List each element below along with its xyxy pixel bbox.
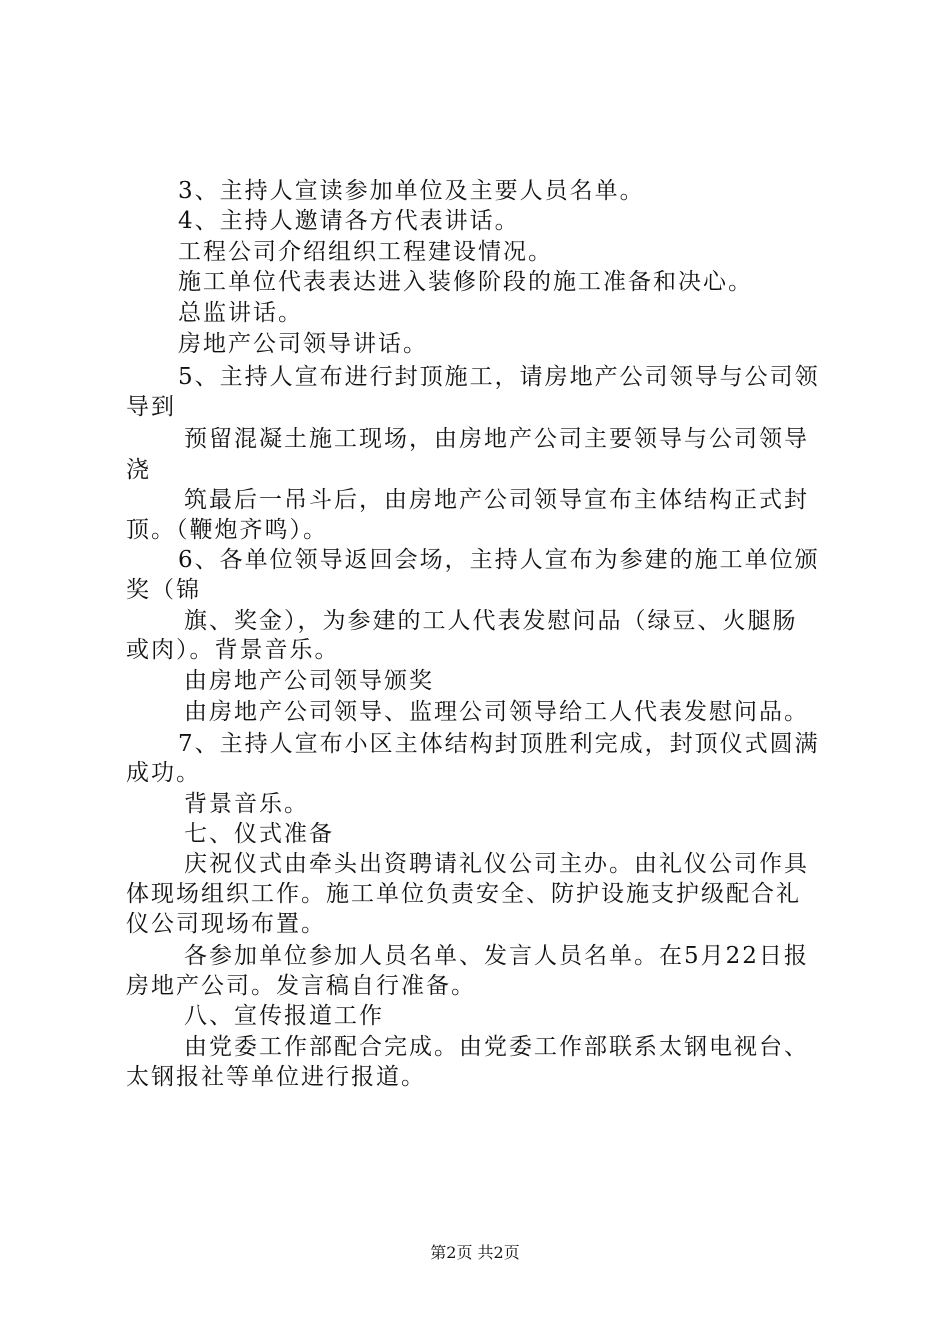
text-line: 顶。（鞭炮齐鸣）。: [126, 517, 328, 543]
text-line: 各参加单位参加人员名单、发言人员名单。在5月22日报: [184, 943, 809, 969]
text-line: 奖（锦: [126, 577, 201, 603]
text-line: 太钢报社等单位进行报道。: [126, 1064, 426, 1090]
text-line: 背景音乐。: [184, 791, 309, 817]
section-heading: 七、仪式准备: [184, 821, 334, 847]
text-line: 成功。: [126, 760, 201, 786]
text-line: 房地产公司领导讲话。: [178, 331, 428, 357]
text-line: 或肉）。背景音乐。: [126, 637, 340, 663]
text-line: 庆祝仪式由牵头出资聘请礼仪公司主办。由礼仪公司作具: [184, 851, 809, 877]
text-line: 6、各单位领导返回会场，主持人宣布为参建的施工单位颁: [178, 547, 820, 573]
text-line: 总监讲话。: [178, 300, 303, 326]
text-line: 旗、奖金），为参建的工人代表发慰问品（绿豆、火腿肠: [184, 608, 798, 634]
text-line: 预留混凝土施工现场，由房地产公司主要领导与公司领导: [184, 426, 809, 452]
text-line: 4、主持人邀请各方代表讲话。: [178, 208, 520, 234]
text-line: 体现场组织工作。施工单位负责安全、防护设施支护级配合礼: [126, 881, 801, 907]
text-line: 3、主持人宣读参加单位及主要人员名单。: [178, 178, 645, 204]
text-line: 由房地产公司领导、监理公司领导给工人代表发慰问品。: [184, 699, 809, 725]
section-heading: 八、宣传报道工作: [184, 1003, 384, 1029]
text-line: 7、主持人宣布小区主体结构封顶胜利完成，封顶仪式圆满: [178, 731, 820, 757]
text-line: 5、主持人宣布进行封顶施工，请房地产公司领导与公司领: [178, 364, 820, 390]
text-line: 导到: [126, 394, 176, 420]
text-line: 仪公司现场布置。: [126, 911, 326, 937]
text-line: 房地产公司。发言稿自行准备。: [126, 973, 476, 999]
text-line: 筑最后一吊斗后，由房地产公司领导宣布主体结构正式封: [184, 487, 809, 513]
text-line: 施工单位代表表达进入装修阶段的施工准备和决心。: [178, 269, 753, 295]
page-number-footer: 第2页 共2页: [430, 1243, 520, 1262]
text-line: 浇: [126, 457, 151, 483]
text-line: 由房地产公司领导颁奖: [184, 668, 434, 694]
text-line: 工程公司介绍组织工程建设情况。: [178, 239, 553, 265]
text-line: 由党委工作部配合完成。由党委工作部联系太钢电视台、: [184, 1034, 809, 1060]
